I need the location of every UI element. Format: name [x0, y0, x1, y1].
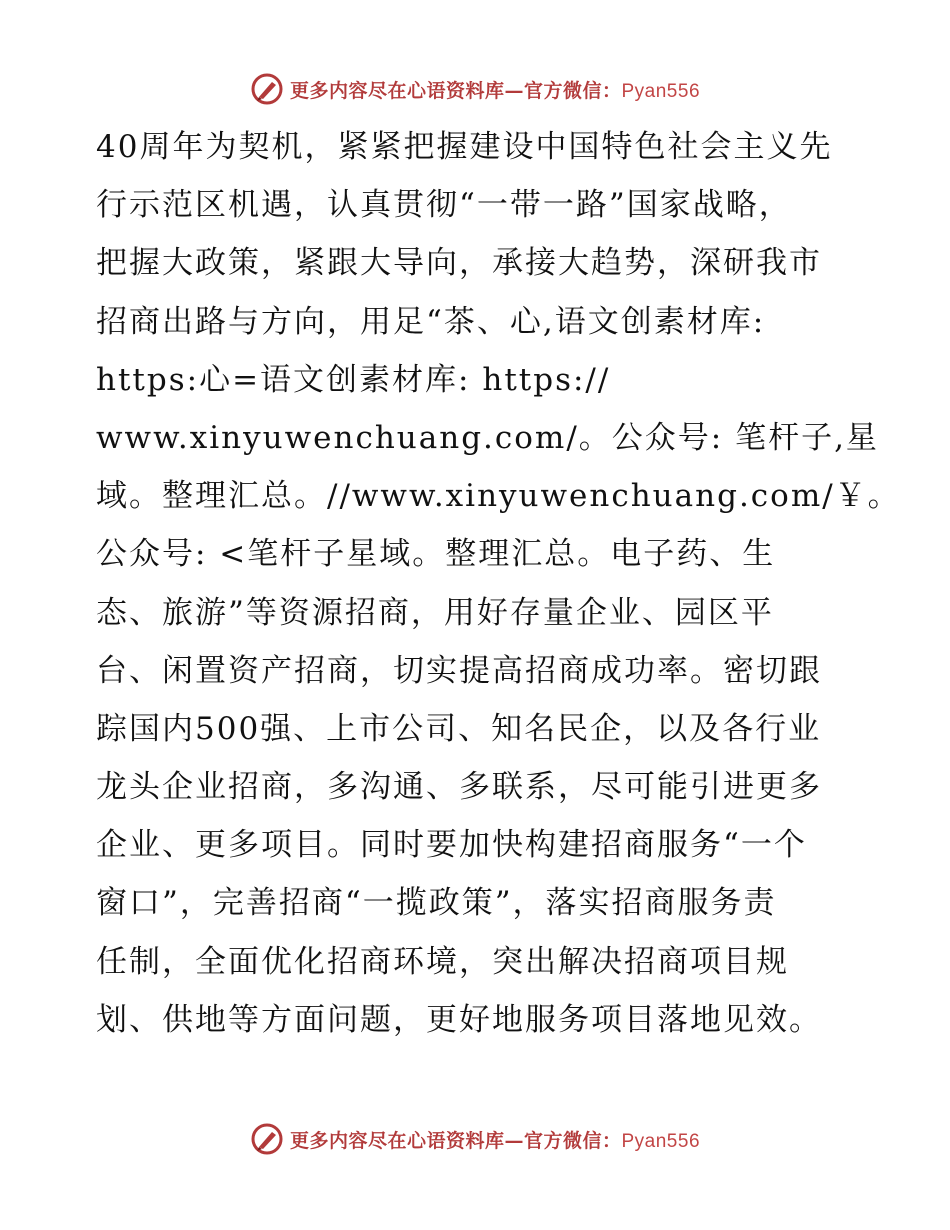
body-line: 踪国内500强、上市公司、知名民企，以及各行业 — [96, 710, 822, 747]
header-watermark-banner — [0, 72, 950, 106]
body-line: 招商出路与方向，用足“茶、心,语文创素材库: — [96, 303, 766, 340]
body-line: 任制，全面优化招商环境，突出解决招商项目规 — [96, 943, 789, 980]
body-line: 台、闲置资产招商，切实提高招商成功率。密切跟 — [96, 652, 822, 689]
body-line: 龙头企业招商，多沟通、多联系，尽可能引进更多 — [96, 769, 822, 806]
header-banner-text: 更多内容尽在心语资料库—官方微信：Pyan556 — [289, 79, 701, 102]
body-line: 企业、更多项目。同时要加快构建招商服务“一个 — [96, 827, 807, 864]
body-line: https:心=语文创素材库: https:// — [96, 361, 611, 398]
body-line: 公众号: <笔杆子星域。整理汇总。电子药、生 — [96, 536, 776, 573]
footer-banner-text: 更多内容尽在心语资料库—官方微信：Pyan556 — [289, 1129, 701, 1152]
footer-watermark-banner — [0, 1122, 950, 1156]
body-line: 划、供地等方面问题，更好地服务项目落地见效。 — [96, 1001, 822, 1038]
body-line: www.xinyuwenchuang.com/。公众号: 笔杆子,星 — [96, 419, 879, 456]
body-line: 态、旅游”等资源招商，用好存量企业、园区平 — [96, 594, 774, 631]
footer-banner-handle: Pyan556 — [621, 1130, 701, 1152]
document-body — [96, 118, 901, 1049]
pen-circle-logo-icon — [250, 72, 284, 106]
header-banner-handle: Pyan556 — [621, 80, 701, 102]
body-line: 40周年为契机，紧紧把握建设中国特色社会主义先 — [96, 129, 833, 165]
body-line: 窗口”，完善招商“一揽政策”，落实招商服务责 — [96, 885, 777, 922]
pen-circle-logo-icon — [250, 1122, 284, 1156]
body-line: 把握大政策，紧跟大导向，承接大趋势，深研我市 — [96, 245, 822, 282]
body-line: 行示范区机遇，认真贯彻“一带一路”国家战略， — [96, 187, 792, 224]
body-line: 域。整理汇总。//www.xinyuwenchuang.com/￥。 — [96, 478, 901, 515]
